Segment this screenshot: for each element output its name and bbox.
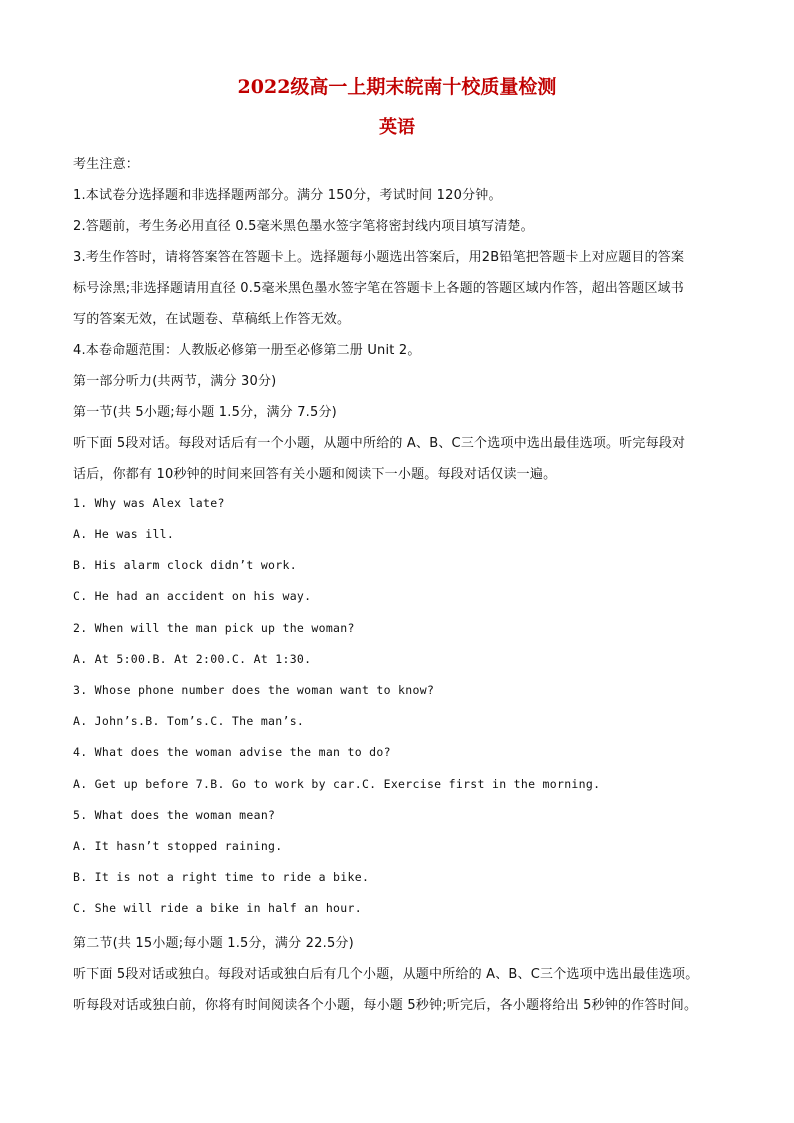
notice-line: 1.本试卷分选择题和非选择题两部分。满分 150分，考试时间 120分钟。	[73, 188, 502, 203]
section-heading: 第二节(共 15小题;每小题 1.5分，满分 22.5分)	[73, 936, 354, 951]
notice-line: 4.本卷命题范围：人教版必修第一册至必修第二册 Unit 2。	[73, 343, 421, 358]
section-instruction: 听每段对话或独白前，你将有时间阅读各个小题，每小题 5秒钟;听完后，各小题将给出 5秒钟的作答时间。	[73, 998, 698, 1013]
notice-heading: 考生注意：	[73, 157, 140, 172]
subject-title: 英语	[379, 117, 415, 138]
section-heading: 第一节(共 5小题;每小题 1.5分，满分 7.5分)	[73, 405, 337, 420]
option-line: A. It hasn’t stopped raining.	[73, 839, 283, 853]
section-instruction: 话后，你都有 10秒钟的时间来回答有关小题和阅读下一小题。每段对话仅读一遍。	[73, 467, 557, 482]
notice-line: 标号涂黑;非选择题请用直径 0.5毫米黑色墨水签字笔在答题卡上各题的答题区域内作答，超出答题区域书	[73, 281, 684, 296]
option-line: B. It is not a right time to ride a bike.	[73, 870, 370, 884]
question-line: 1. Why was Alex late?	[73, 496, 225, 510]
section-instruction: 听下面 5段对话或独白。每段对话或独白后有几个小题，从题中所给的 A、B、C三个选项中选出最佳选项。	[73, 967, 699, 982]
exam-title: 2022级高一上期末皖南十校质量检测	[237, 76, 557, 98]
part-heading: 第一部分听力(共两节，满分 30分)	[73, 374, 277, 389]
notice-line: 2.答题前，考生务必用直径 0.5毫米黑色墨水签字笔将密封线内项目填写清楚。	[73, 219, 534, 234]
notice-line: 写的答案无效，在试题卷、草稿纸上作答无效。	[73, 312, 351, 327]
option-line: B. His alarm clock didn’t work.	[73, 558, 297, 572]
question-line: 3. Whose phone number does the woman want to know?	[73, 683, 435, 697]
option-line: C. She will ride a bike in half an hour.	[73, 901, 362, 915]
option-line: A. At 5:00.B. At 2:00.C. At 1:30.	[73, 652, 312, 666]
question-line: 2. When will the man pick up the woman?	[73, 621, 355, 635]
question-line: 4. What does the woman advise the man to do?	[73, 745, 391, 759]
option-line: C. He had an accident on his way.	[73, 589, 312, 603]
section-instruction: 听下面 5段对话。每段对话后有一个小题，从题中所给的 A、B、C三个选项中选出最佳选项。听完每段对	[73, 436, 686, 451]
notice-line: 3.考生作答时，请将答案答在答题卡上。选择题每小题选出答案后，用2B铅笔把答题卡上对应题目的答案	[73, 250, 685, 265]
option-line: A. Get up before 7.B. Go to work by car.C. Exercise first in the morning.	[73, 777, 601, 791]
question-line: 5. What does the woman mean?	[73, 808, 276, 822]
option-line: A. He was ill.	[73, 527, 175, 541]
option-line: A. John’s.B. Tom’s.C. The man’s.	[73, 714, 305, 728]
